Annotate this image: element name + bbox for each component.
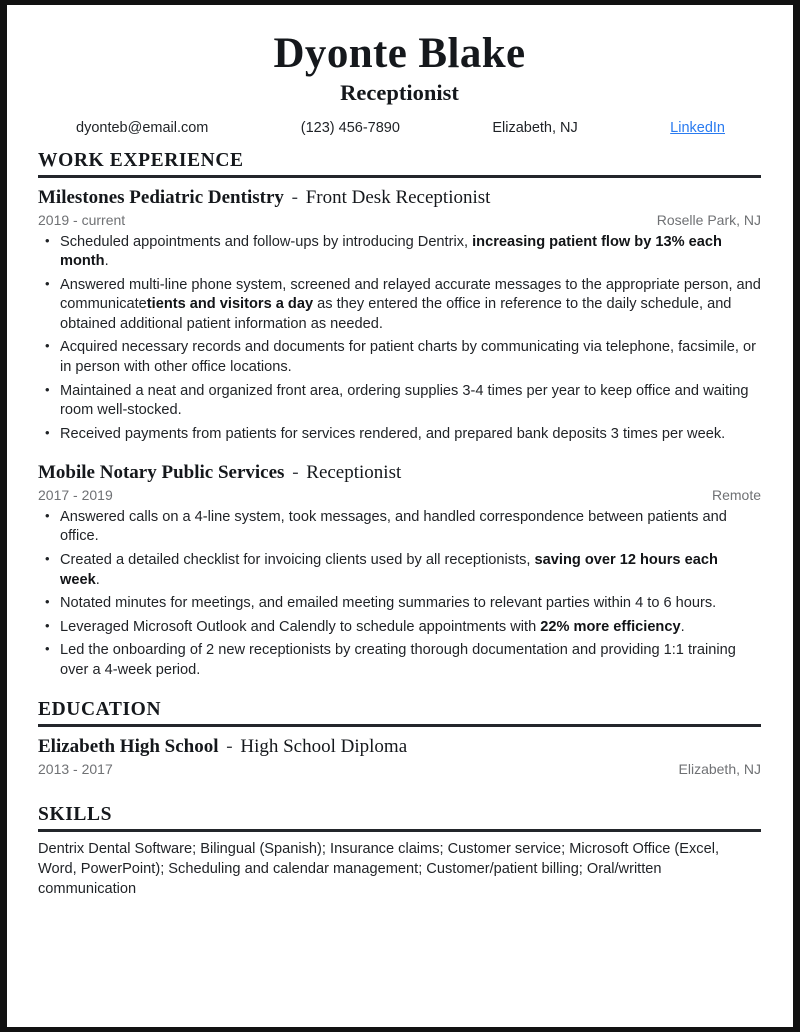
entry-organization: Milestones Pediatric Dentistry xyxy=(38,187,284,209)
entry-job-title: High School Diploma xyxy=(240,736,408,758)
bullet-item: • Answered calls on a 4-line system, took messages, and handled correspondence between patients and office. xyxy=(38,508,761,547)
resume-content xyxy=(7,5,793,1027)
entry-location: Remote xyxy=(711,486,761,503)
entry-heading xyxy=(38,461,761,486)
entry-meta xyxy=(38,761,761,777)
entry-location: Roselle Park, NJ xyxy=(656,211,761,228)
skills-list: Dentrix Dental Software; Bilingual (Spanish); Insurance claims; Customer service; Microsoft Office (Excel, Word, PowerPoint); Scheduling and calendar management; Customer/patient billing; Oral/written communication xyxy=(38,840,720,897)
entry-bullet-list xyxy=(38,233,761,444)
work-entries xyxy=(38,186,761,680)
entry-organization: Elizabeth High School xyxy=(38,736,219,758)
contact-row xyxy=(38,120,761,136)
entry-organization: Mobile Notary Public Services xyxy=(38,462,285,484)
candidate-name: Dyonte Blake xyxy=(273,30,526,77)
entry-dates: 2017 - 2019 xyxy=(38,486,113,503)
bullet-item: • Maintained a neat and organized front area, ordering supplies 3-4 times per year to keep office and waiting room well-stocked. xyxy=(38,382,761,421)
entry-separator: - xyxy=(221,736,238,758)
contact-email[interactable]: dyonteb@email.com xyxy=(76,120,209,137)
section-title-education: EDUCATION xyxy=(38,699,162,721)
resume-entry xyxy=(38,461,761,680)
bullet-item: • Answered multi-line phone system, screened and relayed accurate messages to the appropriate person, and communicatetients and visitors a day as they entered the office in reference to the daily schedule, and obtained additional patient information as needed. xyxy=(38,276,761,335)
bullet-item: • Leveraged Microsoft Outlook and Calendly to schedule appointments with 22% more efficiency. xyxy=(38,618,761,638)
education-entries xyxy=(38,735,761,777)
section-skills xyxy=(38,804,761,900)
spacer xyxy=(38,782,761,802)
entry-job-title: Receptionist xyxy=(306,462,402,484)
entry-location: Elizabeth, NJ xyxy=(678,760,761,777)
entry-separator: - xyxy=(287,462,304,484)
bullet-item: • Scheduled appointments and follow-ups by introducing Dentrix, increasing patient flow by 13% each month. xyxy=(38,233,761,272)
resume-entry xyxy=(38,735,761,777)
section-divider xyxy=(38,829,761,832)
section-divider xyxy=(38,724,761,727)
resume-entry xyxy=(38,186,761,444)
section-work-experience xyxy=(38,150,761,680)
section-education xyxy=(38,699,761,777)
spacer xyxy=(38,684,761,697)
contact-phone[interactable]: (123) 456-7890 xyxy=(300,120,400,137)
entry-heading xyxy=(38,735,761,760)
entry-meta xyxy=(38,212,761,228)
bullet-item: • Notated minutes for meetings, and emailed meeting summaries to relevant parties within 4 to 6 hours. xyxy=(38,594,761,614)
resume-header xyxy=(38,31,761,136)
section-title-skills: SKILLS xyxy=(38,803,113,825)
entry-dates: 2019 - current xyxy=(38,211,126,228)
section-divider xyxy=(38,175,761,178)
bullet-item: • Received payments from patients for services rendered, and prepared bank deposits 3 times per week. xyxy=(38,425,761,445)
entry-meta xyxy=(38,487,761,503)
bullet-item: • Created a detailed checklist for invoicing clients used by all receptionists, saving over 12 hours each week. xyxy=(38,551,761,590)
linkedin-link[interactable]: LinkedIn xyxy=(670,120,725,137)
contact-location: Elizabeth, NJ xyxy=(492,120,578,137)
entry-dates: 2013 - 2017 xyxy=(38,760,113,777)
spacer xyxy=(38,448,761,461)
entry-separator: - xyxy=(286,187,303,209)
section-title-work: WORK EXPERIENCE xyxy=(38,150,244,172)
candidate-role: Receptionist xyxy=(340,80,459,106)
entry-heading xyxy=(38,186,761,211)
entry-job-title: Front Desk Receptionist xyxy=(305,187,491,209)
entry-bullet-list xyxy=(38,508,761,680)
bullet-item: • Led the onboarding of 2 new receptionists by creating thorough documentation and providing 1:1 training over a 4-week period. xyxy=(38,641,761,680)
bullet-item: • Acquired necessary records and documents for patient charts by communicating via telephone, facsimile, or in person with other office locations. xyxy=(38,338,761,377)
